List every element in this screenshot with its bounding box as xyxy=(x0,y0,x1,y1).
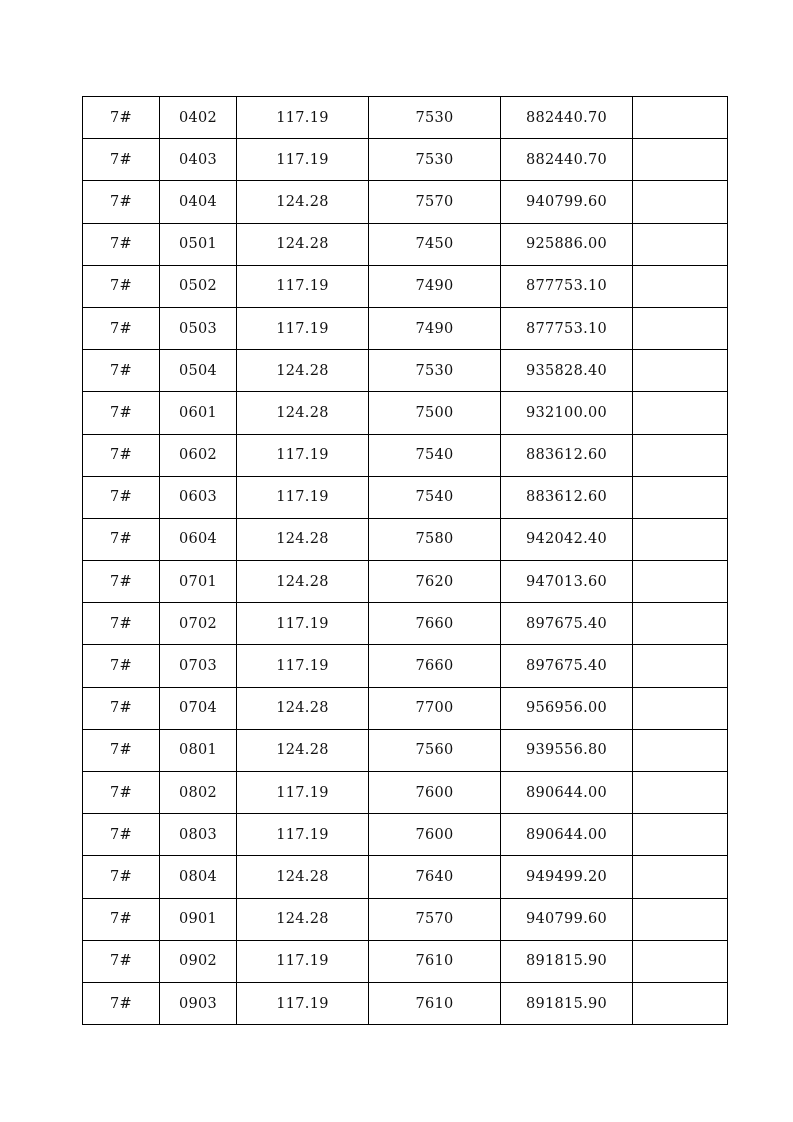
area-cell: 117.19 xyxy=(237,603,369,645)
unit-number-cell: 0804 xyxy=(160,856,237,898)
area-cell: 124.28 xyxy=(237,898,369,940)
building-cell: 7# xyxy=(83,307,160,349)
unit-price-cell: 7450 xyxy=(369,223,501,265)
table-row xyxy=(83,434,728,476)
unit-number-cell: 0802 xyxy=(160,772,237,814)
area-cell: 117.19 xyxy=(237,434,369,476)
building-cell: 7# xyxy=(83,265,160,307)
unit-price-cell: 7600 xyxy=(369,814,501,856)
note-cell xyxy=(633,139,728,181)
area-cell: 117.19 xyxy=(237,814,369,856)
table-row xyxy=(83,982,728,1024)
total-price-cell: 890644.00 xyxy=(501,772,633,814)
note-cell xyxy=(633,181,728,223)
building-cell: 7# xyxy=(83,772,160,814)
area-cell: 117.19 xyxy=(237,982,369,1024)
area-cell: 124.28 xyxy=(237,223,369,265)
total-price-cell: 935828.40 xyxy=(501,350,633,392)
area-cell: 117.19 xyxy=(237,139,369,181)
unit-number-cell: 0603 xyxy=(160,476,237,518)
table-row xyxy=(83,265,728,307)
building-cell: 7# xyxy=(83,645,160,687)
unit-number-cell: 0503 xyxy=(160,307,237,349)
total-price-cell: 925886.00 xyxy=(501,223,633,265)
total-price-cell: 877753.10 xyxy=(501,265,633,307)
unit-price-cell: 7570 xyxy=(369,898,501,940)
table-row xyxy=(83,518,728,560)
unit-price-cell: 7700 xyxy=(369,687,501,729)
unit-number-cell: 0903 xyxy=(160,982,237,1024)
unit-price-cell: 7620 xyxy=(369,561,501,603)
table-row xyxy=(83,687,728,729)
unit-number-cell: 0801 xyxy=(160,729,237,771)
note-cell xyxy=(633,97,728,139)
area-cell: 124.28 xyxy=(237,856,369,898)
table-row xyxy=(83,392,728,434)
building-cell: 7# xyxy=(83,561,160,603)
table-row xyxy=(83,856,728,898)
unit-price-cell: 7530 xyxy=(369,139,501,181)
unit-number-cell: 0402 xyxy=(160,97,237,139)
area-cell: 124.28 xyxy=(237,518,369,560)
unit-number-cell: 0602 xyxy=(160,434,237,476)
total-price-cell: 897675.40 xyxy=(501,645,633,687)
note-cell xyxy=(633,307,728,349)
total-price-cell: 947013.60 xyxy=(501,561,633,603)
total-price-cell: 897675.40 xyxy=(501,603,633,645)
building-cell: 7# xyxy=(83,982,160,1024)
unit-number-cell: 0404 xyxy=(160,181,237,223)
area-cell: 117.19 xyxy=(237,265,369,307)
note-cell xyxy=(633,434,728,476)
unit-number-cell: 0704 xyxy=(160,687,237,729)
unit-number-cell: 0604 xyxy=(160,518,237,560)
note-cell xyxy=(633,729,728,771)
total-price-cell: 883612.60 xyxy=(501,476,633,518)
building-cell: 7# xyxy=(83,814,160,856)
unit-price-cell: 7660 xyxy=(369,645,501,687)
unit-number-cell: 0601 xyxy=(160,392,237,434)
area-cell: 124.28 xyxy=(237,392,369,434)
table-row xyxy=(83,223,728,265)
total-price-cell: 940799.60 xyxy=(501,181,633,223)
table-row xyxy=(83,729,728,771)
unit-number-cell: 0702 xyxy=(160,603,237,645)
area-cell: 117.19 xyxy=(237,772,369,814)
table-row xyxy=(83,940,728,982)
unit-price-cell: 7660 xyxy=(369,603,501,645)
building-cell: 7# xyxy=(83,687,160,729)
building-cell: 7# xyxy=(83,856,160,898)
note-cell xyxy=(633,476,728,518)
total-price-cell: 949499.20 xyxy=(501,856,633,898)
note-cell xyxy=(633,350,728,392)
building-cell: 7# xyxy=(83,434,160,476)
table-row xyxy=(83,561,728,603)
area-cell: 124.28 xyxy=(237,561,369,603)
note-cell xyxy=(633,223,728,265)
total-price-cell: 891815.90 xyxy=(501,940,633,982)
unit-number-cell: 0703 xyxy=(160,645,237,687)
total-price-cell: 891815.90 xyxy=(501,982,633,1024)
note-cell xyxy=(633,940,728,982)
note-cell xyxy=(633,898,728,940)
building-cell: 7# xyxy=(83,392,160,434)
area-cell: 117.19 xyxy=(237,645,369,687)
building-cell: 7# xyxy=(83,476,160,518)
unit-price-cell: 7540 xyxy=(369,434,501,476)
unit-number-cell: 0701 xyxy=(160,561,237,603)
area-cell: 124.28 xyxy=(237,687,369,729)
total-price-cell: 877753.10 xyxy=(501,307,633,349)
unit-price-cell: 7530 xyxy=(369,350,501,392)
building-cell: 7# xyxy=(83,603,160,645)
building-cell: 7# xyxy=(83,518,160,560)
unit-number-cell: 0803 xyxy=(160,814,237,856)
unit-number-cell: 0403 xyxy=(160,139,237,181)
area-cell: 117.19 xyxy=(237,307,369,349)
unit-price-cell: 7580 xyxy=(369,518,501,560)
note-cell xyxy=(633,645,728,687)
table-row xyxy=(83,181,728,223)
unit-number-cell: 0501 xyxy=(160,223,237,265)
note-cell xyxy=(633,561,728,603)
note-cell xyxy=(633,772,728,814)
table-row xyxy=(83,139,728,181)
table-row xyxy=(83,898,728,940)
total-price-cell: 883612.60 xyxy=(501,434,633,476)
building-cell: 7# xyxy=(83,181,160,223)
unit-price-cell: 7560 xyxy=(369,729,501,771)
area-cell: 117.19 xyxy=(237,940,369,982)
table-row xyxy=(83,772,728,814)
note-cell xyxy=(633,687,728,729)
table-row xyxy=(83,350,728,392)
unit-price-cell: 7600 xyxy=(369,772,501,814)
table-row xyxy=(83,97,728,139)
unit-number-cell: 0502 xyxy=(160,265,237,307)
unit-price-cell: 7490 xyxy=(369,265,501,307)
total-price-cell: 882440.70 xyxy=(501,139,633,181)
building-cell: 7# xyxy=(83,139,160,181)
note-cell xyxy=(633,392,728,434)
note-cell xyxy=(633,265,728,307)
note-cell xyxy=(633,814,728,856)
note-cell xyxy=(633,603,728,645)
table-row xyxy=(83,645,728,687)
total-price-cell: 882440.70 xyxy=(501,97,633,139)
table-row xyxy=(83,603,728,645)
table-row xyxy=(83,814,728,856)
total-price-cell: 939556.80 xyxy=(501,729,633,771)
total-price-cell: 932100.00 xyxy=(501,392,633,434)
note-cell xyxy=(633,982,728,1024)
total-price-cell: 940799.60 xyxy=(501,898,633,940)
unit-number-cell: 0902 xyxy=(160,940,237,982)
price-table xyxy=(82,96,728,1025)
unit-price-cell: 7530 xyxy=(369,97,501,139)
area-cell: 117.19 xyxy=(237,97,369,139)
unit-price-cell: 7570 xyxy=(369,181,501,223)
unit-price-cell: 7610 xyxy=(369,940,501,982)
total-price-cell: 956956.00 xyxy=(501,687,633,729)
table-row xyxy=(83,476,728,518)
note-cell xyxy=(633,518,728,560)
building-cell: 7# xyxy=(83,729,160,771)
total-price-cell: 890644.00 xyxy=(501,814,633,856)
unit-number-cell: 0504 xyxy=(160,350,237,392)
building-cell: 7# xyxy=(83,898,160,940)
building-cell: 7# xyxy=(83,97,160,139)
unit-price-cell: 7540 xyxy=(369,476,501,518)
note-cell xyxy=(633,856,728,898)
total-price-cell: 942042.40 xyxy=(501,518,633,560)
area-cell: 124.28 xyxy=(237,181,369,223)
area-cell: 124.28 xyxy=(237,350,369,392)
building-cell: 7# xyxy=(83,223,160,265)
unit-price-cell: 7500 xyxy=(369,392,501,434)
area-cell: 124.28 xyxy=(237,729,369,771)
unit-price-cell: 7490 xyxy=(369,307,501,349)
unit-price-cell: 7610 xyxy=(369,982,501,1024)
unit-number-cell: 0901 xyxy=(160,898,237,940)
table-row xyxy=(83,307,728,349)
unit-price-cell: 7640 xyxy=(369,856,501,898)
building-cell: 7# xyxy=(83,940,160,982)
building-cell: 7# xyxy=(83,350,160,392)
price-table-body xyxy=(83,97,728,1025)
area-cell: 117.19 xyxy=(237,476,369,518)
